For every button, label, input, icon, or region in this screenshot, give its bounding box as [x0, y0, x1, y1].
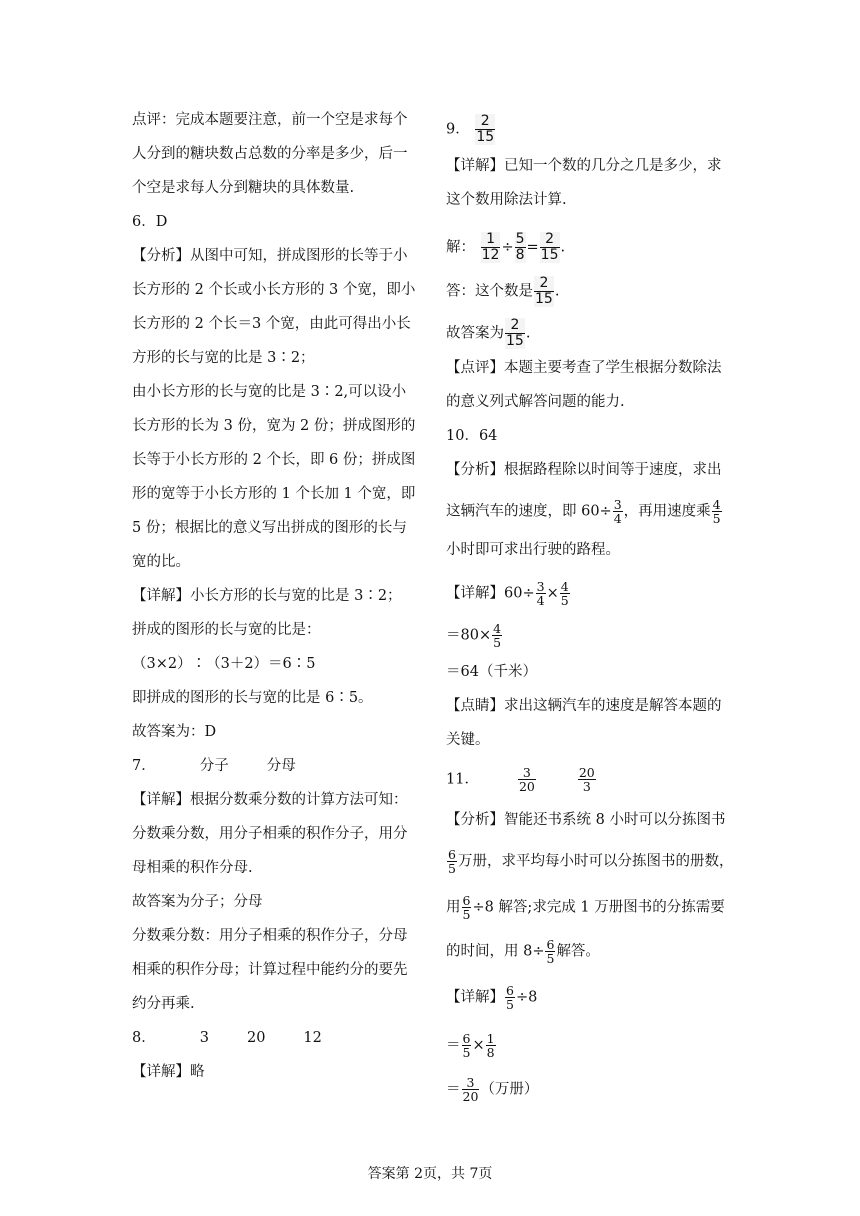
question-number: 8． — [132, 1030, 156, 1046]
text-line: （3×2）∶（3＋2）＝6∶5 — [132, 656, 316, 672]
text: 用 — [446, 899, 461, 916]
calc-line — [446, 622, 503, 649]
fraction — [505, 318, 525, 349]
answer-blank: 分子 — [199, 758, 229, 774]
fraction — [578, 766, 596, 793]
operator: = — [526, 239, 539, 256]
question-6-answer: 6．D — [132, 214, 168, 230]
numerator: 6 — [448, 847, 456, 862]
text-line — [446, 894, 725, 921]
fraction — [518, 766, 536, 793]
text: ＝ — [446, 1081, 461, 1098]
text-line: 个空是求每人分到糖块的具体数量. — [132, 180, 355, 196]
question-number: 7． — [132, 758, 156, 774]
text-line: 小时即可求出行驶的路程。 — [446, 542, 620, 558]
numerator: 4 — [560, 579, 569, 594]
text: 这辆汽车的速度，即 60÷ — [446, 503, 612, 520]
question-10-answer: 10．64 — [446, 428, 498, 444]
text-line: 故答案为：D — [132, 724, 217, 740]
numerator: 3 — [613, 497, 622, 512]
question-number: 11． — [446, 771, 479, 788]
numerator: 6 — [546, 937, 555, 952]
denominator: 20 — [518, 779, 535, 794]
denominator: 8 — [486, 1045, 495, 1060]
text-line: 即拼成的图形的长与宽的比是 6∶5。 — [132, 690, 373, 706]
fraction — [540, 232, 560, 263]
label: 答：这个数是 — [446, 283, 533, 300]
numerator: 3 — [536, 579, 545, 594]
text-line: 【分析】根据路程除以时间等于速度，求出 — [446, 462, 722, 478]
fraction — [560, 580, 570, 607]
text: 的时间，用 8÷ — [446, 943, 545, 960]
fraction — [505, 984, 515, 1011]
text: ÷8 解答;求完成 1 万册图书的分拣需要 — [472, 899, 725, 916]
text-line: 【分析】从图中可知，拼成图形的长等于小 — [132, 248, 408, 264]
text: 【详解】 — [446, 989, 504, 1006]
numerator: 6 — [506, 983, 514, 998]
denominator: 5 — [493, 635, 502, 650]
question-9-answer — [446, 114, 496, 145]
text-line: 5 份；根据比的意义写出拼成的图形的长与 — [132, 520, 407, 536]
text-line: 关键。 — [446, 732, 490, 748]
numerator: 1 — [481, 232, 501, 248]
text-line — [446, 498, 723, 525]
denominator: 15 — [535, 291, 553, 307]
numerator: 3 — [462, 1076, 480, 1090]
fraction — [536, 580, 546, 607]
denominator: 15 — [540, 247, 559, 263]
numerator: 5 — [515, 231, 525, 247]
question-8-answer — [132, 1028, 322, 1048]
punctuation: . — [525, 325, 531, 342]
denominator: 8 — [515, 247, 525, 263]
denominator: 4 — [536, 593, 545, 608]
numerator: 20 — [578, 765, 595, 780]
fraction — [712, 498, 722, 525]
denominator: 5 — [462, 1045, 471, 1060]
fraction — [462, 1076, 480, 1103]
numerator: 2 — [475, 114, 495, 130]
answer-blank: 分母 — [266, 758, 296, 774]
operator: × — [546, 585, 559, 602]
text-line: 这个数用除法计算. — [446, 192, 567, 208]
numerator: 2 — [534, 276, 554, 292]
text-line: 拼成的图形的长与宽的比是： — [132, 622, 321, 638]
text: 万册，求平均每小时可以分拣图书的册数， — [457, 853, 734, 870]
text-line: 长方形的长为 3 份，宽为 2 份；拼成图形的 — [132, 418, 416, 434]
calc-line — [446, 984, 537, 1011]
question-7-answer — [132, 756, 296, 776]
text-line: 母相乘的积作分母. — [132, 860, 253, 876]
calc-line: ＝64（千米） — [446, 664, 537, 680]
fraction — [486, 1032, 496, 1059]
text: ，再用速度乘 — [623, 503, 711, 520]
text-line: 点评：完成本题要注意，前一个空是求每个 — [132, 112, 408, 128]
text-line: 【详解】小长方形的长与宽的比是 3∶2； — [132, 588, 402, 604]
answer-line — [446, 276, 559, 307]
answer-blank: 20 — [246, 1030, 266, 1046]
page-footer: 答案第 2页，共 7页 — [367, 1166, 493, 1182]
denominator: 5 — [462, 907, 471, 922]
text: 【详解】60÷ — [446, 585, 535, 602]
question-11-answer — [446, 766, 597, 793]
text-line: 约分再乘. — [132, 996, 195, 1012]
answer-line — [446, 318, 530, 349]
text-line: 【详解】略 — [132, 1064, 205, 1080]
calc-line — [446, 1076, 538, 1103]
text-line: 【详解】已知一个数的几分之几是多少，求 — [446, 158, 722, 174]
numerator: 4 — [493, 621, 502, 636]
answer-blank: 12 — [303, 1030, 322, 1046]
text-line: 由小长方形的长与宽的比是 3∶2,可以设小 — [132, 384, 407, 400]
text-line: 相乘的积作分母；计算过程中能约分的要先 — [132, 962, 408, 978]
fraction — [447, 848, 457, 875]
text-line: 长方形的 2 个长或小长方形的 3 个宽，即小 — [132, 282, 416, 298]
solution-line — [446, 232, 565, 263]
denominator: 15 — [506, 333, 524, 349]
label: 故答案为 — [446, 325, 504, 342]
numerator: 6 — [462, 1031, 471, 1046]
text-line: 分数乘分数，用分子相乘的积作分子，用分 — [132, 826, 408, 842]
numerator: 2 — [505, 318, 525, 334]
punctuation: . — [554, 283, 560, 300]
numerator: 4 — [712, 497, 721, 512]
denominator: 5 — [546, 951, 555, 966]
denominator: 15 — [476, 129, 495, 145]
text-line: 的意义列式解答问题的能力. — [446, 394, 625, 410]
denominator: 3 — [582, 779, 591, 794]
fraction — [545, 938, 555, 965]
denominator: 5 — [712, 511, 721, 526]
label: 解： — [446, 239, 475, 256]
text-line: 长等于小长方形的 2 个长，即 6 份；拼成图 — [132, 452, 416, 468]
fraction — [492, 622, 502, 649]
denominator: 4 — [613, 511, 622, 526]
fraction — [534, 276, 554, 307]
text: ＝ — [446, 1037, 461, 1054]
text-line: 人分到的糖块数占总数的分率是多少，后一 — [132, 146, 408, 162]
denominator: 20 — [462, 1089, 479, 1104]
text-line — [446, 848, 733, 875]
text-line — [446, 938, 600, 965]
fraction — [462, 894, 472, 921]
denominator: 5 — [448, 861, 456, 876]
text-line: 宽的比。 — [132, 554, 190, 570]
calc-line — [446, 1032, 497, 1059]
text: ÷8 — [515, 989, 538, 1006]
text: 解答。 — [556, 943, 600, 960]
fraction — [462, 1032, 472, 1059]
text: （万册） — [480, 1081, 539, 1098]
fraction — [475, 114, 495, 145]
text: ＝80× — [446, 627, 492, 644]
fraction — [515, 232, 526, 263]
answer-blank: 3 — [199, 1030, 209, 1046]
fraction — [613, 498, 623, 525]
question-number: 9． — [446, 121, 470, 138]
denominator: 5 — [506, 997, 514, 1012]
text-line: 长方形的 2 个长＝3 个宽，由此可得出小长 — [132, 316, 411, 332]
text-line: 方形的长与宽的比是 3∶2； — [132, 350, 315, 366]
text-line: 【分析】智能还书系统 8 小时可以分拣图书 — [446, 812, 726, 828]
fraction — [481, 232, 501, 263]
text-line: 形的宽等于小长方形的 1 个长加 1 个宽，即 — [132, 486, 416, 502]
denominator: 12 — [481, 247, 500, 263]
text-line: 【详解】根据分数乘分数的计算方法可知： — [132, 792, 408, 808]
numerator: 2 — [540, 232, 560, 248]
text-line: 故答案为分子；分母 — [132, 894, 263, 910]
text-line: 【点评】本题主要考查了学生根据分数除法 — [446, 360, 722, 376]
punctuation: . — [560, 239, 566, 256]
denominator: 5 — [560, 593, 569, 608]
numerator: 3 — [518, 766, 536, 780]
operator: ÷ — [501, 239, 514, 256]
text-line: 分数乘分数：用分子相乘的积作分子，分母 — [132, 928, 408, 944]
operator: × — [472, 1037, 485, 1054]
numerator: 6 — [462, 893, 471, 908]
numerator: 1 — [486, 1031, 495, 1046]
calc-line — [446, 580, 571, 607]
text-line: 【点睛】求出这辆汽车的速度是解答本题的 — [446, 698, 722, 714]
